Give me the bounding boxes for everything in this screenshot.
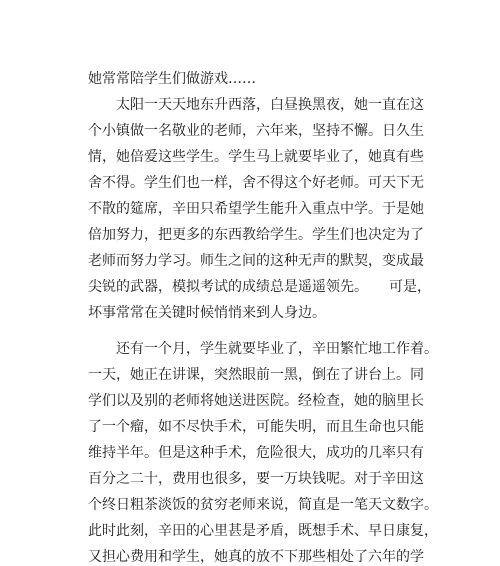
text-line: 一天，她正在讲课，突然眼前一黑，倒在了讲台上。同 xyxy=(88,367,424,383)
paragraph-gap xyxy=(88,326,428,336)
paragraph-2 xyxy=(88,336,438,566)
text-line: 了一个瘤，如不尽快手术，可能失明，而且生命也只能 xyxy=(88,419,424,435)
text-line: 个终日粗茶淡饭的贫穷老师来说，简直是一笔天文数字。 xyxy=(88,497,438,513)
text-line: 又担心费用和学生，她真的放不下那些相处了六年的学 xyxy=(88,549,424,565)
text-line: 维持半年。但是这种手术，危险很大，成功的几率只有 xyxy=(88,445,424,461)
text-line: 舍不得。学生们也一样，舍不得这个好老师。可天下无 xyxy=(88,175,424,191)
text-line: 她常常陪学生们做游戏…… xyxy=(88,71,256,87)
text-line: 老师而努力学习。师生之间的这种无声的默契，变成最 xyxy=(88,253,424,269)
document-body xyxy=(88,66,438,566)
paragraph-1 xyxy=(88,92,431,326)
text-line: 倍加努力，把更多的东西教给学生。学生们也决定为了 xyxy=(88,227,424,243)
text-line: 百分之二十，费用也很多，要一万块钱呢。对于辛田这 xyxy=(88,471,424,487)
text-line: 不散的筵席，辛田只希望学生能升入重点中学。于是她 xyxy=(88,201,424,217)
text-line: 个小镇做一名敬业的老师，六年来，坚持不懈。日久生 xyxy=(88,123,424,139)
text-line: 坏事常常在关键时候悄悄来到人身边。 xyxy=(88,305,326,321)
text-line: 情，她倍爱这些学生。学生马上就要毕业了，她真有些 xyxy=(88,149,424,165)
text-line: 此时此刻，辛田的心里甚是矛盾，既想手术、早日康复， xyxy=(88,523,438,539)
text-line: 还有一个月，学生就要毕业了，辛田繁忙地工作着。 xyxy=(88,341,438,357)
text-line: 学们以及别的老师将她送进医院。经检查，她的脑里长 xyxy=(88,393,424,409)
text-line: 尖锐的武器，模拟考试的成绩总是遥遥领先。 可是， xyxy=(88,279,431,295)
text-line: 太阳一天天地东升西落，白昼换黑夜，她一直在这 xyxy=(88,97,424,113)
